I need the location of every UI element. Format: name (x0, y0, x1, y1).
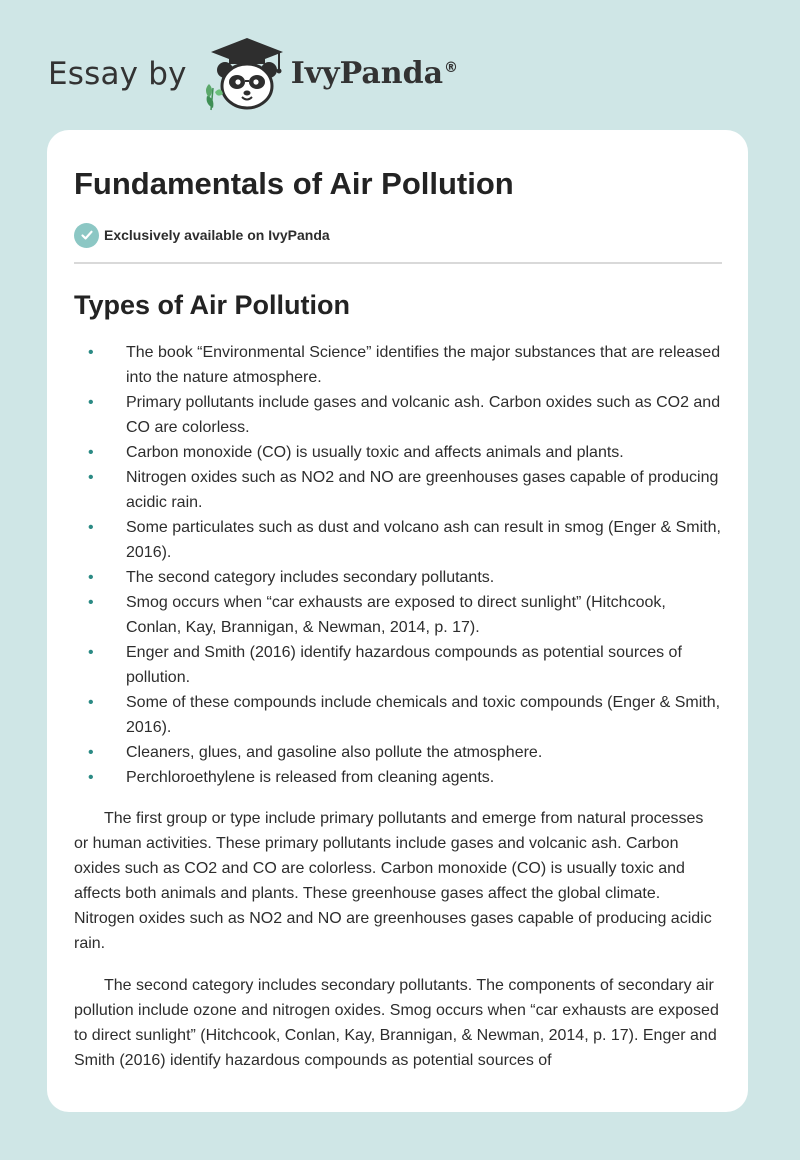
bullet-dot-icon: • (88, 744, 94, 761)
bullet-dot-icon: • (88, 594, 94, 611)
bullet-item (74, 765, 722, 790)
body-paragraph: The first group or type include primary pollutants and emerge from natural processes or human activities. These primary pollutants include gases and volcanic ash. Carbon oxides such as CO2 and CO are colorless. Carbon monoxide (CO) is usually toxic and affects both animals and plants. These greenhouse gases affect the global climate. Nitrogen oxides such as NO2 and NO are greenhouses gases capable of producing acidic rain. (74, 810, 712, 952)
bullet-item (74, 565, 722, 590)
exclusive-badge (74, 222, 722, 248)
bullet-text: Some of these compounds include chemicals and toxic compounds (Enger & Smith, 2016). (126, 694, 721, 736)
bullet-text: Smog occurs when “car exhausts are exposed to direct sunlight” (Hitchcook, Conlan, Kay, Brannigan, & Newman, 2014, p. 17). (126, 594, 666, 636)
bullet-dot-icon: • (88, 769, 94, 786)
bullet-dot-icon: • (88, 444, 94, 461)
brand-name-text: IvyPanda (290, 55, 444, 91)
bullet-dot-icon: • (88, 469, 94, 486)
registered-mark: ® (444, 59, 459, 76)
exclusive-badge-label: Exclusively available on IvyPanda (104, 227, 330, 243)
page-title: Fundamentals of Air Pollution (74, 166, 514, 201)
bullet-text: The second category includes secondary pollutants. (126, 569, 495, 586)
brand-name (291, 56, 458, 91)
bullet-list (74, 340, 722, 790)
essay-card (47, 130, 748, 1112)
bullet-text: Primary pollutants include gases and volcanic ash. Carbon oxides such as CO2 and CO are colorless. (126, 394, 721, 436)
panda-graduate-icon (199, 36, 287, 112)
bullet-item (74, 690, 722, 740)
bullet-text: Carbon monoxide (CO) is usually toxic and affects animals and plants. (126, 444, 624, 461)
check-circle-icon (74, 223, 99, 248)
bullet-item (74, 390, 722, 440)
bullet-dot-icon: • (88, 519, 94, 536)
bullet-item (74, 515, 722, 565)
bullet-text: Nitrogen oxides such as NO2 and NO are greenhouses gases capable of producing acidic rain. (126, 469, 719, 511)
bullet-dot-icon: • (88, 344, 94, 361)
bullet-dot-icon: • (88, 394, 94, 411)
bullet-item (74, 640, 722, 690)
bullet-dot-icon: • (88, 694, 94, 711)
bullet-text: Perchloroethylene is released from cleaning agents. (126, 769, 495, 786)
bullet-item (74, 590, 722, 640)
ivypanda-logo-link[interactable] (199, 36, 458, 112)
body-paragraph: The second category includes secondary pollutants. The components of secondary air pollution include ozone and nitrogen oxides. Smog occurs when “car exhausts are exposed to direct sunlight” (Hitchcook, Conlan, Kay, Brannigan, & Newman, 2014, p. 17). Enger and Smith (2016) identify hazardous compounds as potential sources of (74, 977, 719, 1069)
bullet-item (74, 440, 722, 465)
brand-prefix: Essay by (48, 56, 187, 92)
section-heading: Types of Air Pollution (74, 290, 350, 320)
bullet-dot-icon: • (88, 644, 94, 661)
bullet-text: The book “Environmental Science” identifies the major substances that are released into the nature atmosphere. (126, 344, 721, 386)
bullet-item (74, 740, 722, 765)
checkmark-icon (80, 228, 94, 242)
title-divider (74, 262, 722, 264)
site-header (48, 36, 458, 112)
bullet-item (74, 465, 722, 515)
bullet-text: Cleaners, glues, and gasoline also pollute the atmosphere. (126, 744, 543, 761)
bullet-text: Some particulates such as dust and volcano ash can result in smog (Enger & Smith, 2016). (126, 519, 721, 561)
bullet-item (74, 340, 722, 390)
bullet-dot-icon: • (88, 569, 94, 586)
bullet-text: Enger and Smith (2016) identify hazardous compounds as potential sources of pollution. (126, 644, 682, 686)
